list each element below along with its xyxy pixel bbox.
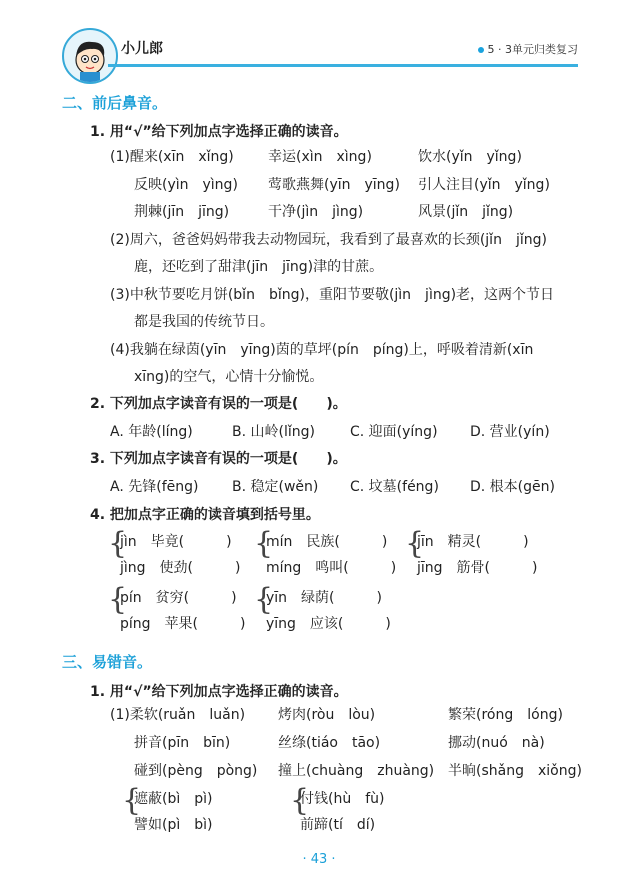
fill-item: pín 贫穷( ) — [120, 590, 237, 606]
fill-item: jīng 筋骨( ) — [417, 560, 538, 576]
question-title: 1. 用“√”给下列加点字选择正确的读音。 — [90, 684, 348, 700]
pinyin-item: 拼音(pīn bīn) — [134, 735, 231, 751]
pinyin-item: 繁荣(róng lóng) — [448, 707, 563, 723]
question-title: 2. 下列加点字读音有误的一项是( )。 — [90, 396, 347, 412]
pinyin-item: (1)醒来(xīn xǐng) — [110, 149, 234, 165]
bullet-dot-icon — [478, 47, 484, 53]
pinyin-item: 幸运(xìn xìng) — [268, 149, 372, 165]
pinyin-item: 烤肉(ròu lòu) — [278, 707, 376, 723]
pinyin-item: 前蹄(tí dí) — [300, 817, 376, 833]
pinyin-item: 干净(jìn jìng) — [268, 204, 364, 220]
pinyin-item: 遮蔽(bì pì) — [134, 791, 213, 807]
fill-item: jīn 精灵( ) — [417, 534, 529, 550]
question-title: 4. 把加点字正确的读音填到括号里。 — [90, 507, 320, 523]
section-title-error-prone: 三、易错音。 — [62, 653, 153, 671]
pinyin-item: 撞上(chuàng zhuàng) — [278, 763, 435, 779]
pinyin-item: 付钱(hù fù) — [300, 791, 385, 807]
paragraph-line: xīng)的空气，心情十分愉悦。 — [134, 369, 324, 385]
header-rule — [108, 64, 578, 67]
pinyin-item: 譬如(pì bì) — [134, 817, 213, 833]
brace-icon: { — [254, 582, 274, 617]
brand-name: 小儿郎 — [121, 41, 163, 57]
pinyin-item: 饮水(yǐn yǐng) — [418, 149, 522, 165]
choice-option[interactable]: C. 坟墓(féng) — [350, 479, 439, 495]
fill-item: jìng 使劲( ) — [120, 560, 241, 576]
paragraph-line: (4)我躺在绿茵(yīn yīng)茵的草坪(pín píng)上，呼吸着清新(xīn — [110, 342, 534, 358]
pinyin-item: 碰到(pèng pòng) — [134, 763, 258, 779]
pinyin-item: 引人注目(yǐn yǐng) — [418, 177, 550, 193]
pinyin-item: 丝绦(tiáo tāo) — [278, 735, 381, 751]
choice-option[interactable]: A. 年龄(líng) — [110, 424, 193, 440]
brace-icon: { — [108, 526, 128, 561]
choice-option[interactable]: A. 先锋(fēng) — [110, 479, 199, 495]
choice-option[interactable]: B. 稳定(wěn) — [232, 479, 319, 495]
brace-icon: { — [405, 526, 425, 561]
question-title: 3. 下列加点字读音有误的一项是( )。 — [90, 451, 347, 467]
fill-item: yīn 绿荫( ) — [266, 590, 382, 606]
choice-option[interactable]: D. 根本(gēn) — [470, 479, 555, 495]
paragraph-line: 鹿，还吃到了甜津(jīn jīng)津的甘蔗。 — [134, 259, 384, 275]
fill-item: píng 苹果( ) — [120, 616, 246, 632]
fill-item: jìn 毕竟( ) — [120, 534, 232, 550]
unit-tag: 5 · 3单元归类复习 — [478, 41, 579, 57]
page-number: · 43 · — [302, 852, 336, 867]
brace-icon: { — [122, 783, 142, 818]
mascot-logo-icon — [62, 28, 118, 84]
pinyin-item: 风景(jǐn jǐng) — [418, 204, 514, 220]
paragraph-line: 都是我国的传统节日。 — [134, 314, 274, 330]
brace-icon: { — [254, 526, 274, 561]
choice-option[interactable]: C. 迎面(yíng) — [350, 424, 438, 440]
fill-item: mín 民族( ) — [266, 534, 388, 550]
fill-item: míng 鸣叫( ) — [266, 560, 397, 576]
page-header — [0, 0, 638, 78]
brace-icon: { — [290, 783, 310, 818]
pinyin-item: 反映(yìn yìng) — [134, 177, 238, 193]
paragraph-line: (2)周六，爸爸妈妈带我去动物园玩，我看到了最喜欢的长颈(jǐn jǐng) — [110, 232, 547, 248]
choice-option[interactable]: D. 营业(yín) — [470, 424, 550, 440]
choice-option[interactable]: B. 山岭(lǐng) — [232, 424, 315, 440]
pinyin-item: (1)柔软(ruǎn luǎn) — [110, 707, 246, 723]
brace-icon: { — [108, 582, 128, 617]
fill-item: yīng 应该( ) — [266, 616, 391, 632]
section-title-nasal: 二、前后鼻音。 — [62, 94, 168, 112]
pinyin-item: 莺歌燕舞(yīn yīng) — [268, 177, 400, 193]
pinyin-item: 荆棘(jīn jīng) — [134, 204, 230, 220]
pinyin-item: 半晌(shǎng xiǒng) — [448, 763, 582, 779]
pinyin-item: 挪动(nuó nà) — [448, 735, 545, 751]
question-title: 1. 用“√”给下列加点字选择正确的读音。 — [90, 124, 348, 140]
paragraph-line: (3)中秋节要吃月饼(bǐn bǐng)，重阳节要敬(jìn jìng)老，这两个节日 — [110, 287, 555, 303]
